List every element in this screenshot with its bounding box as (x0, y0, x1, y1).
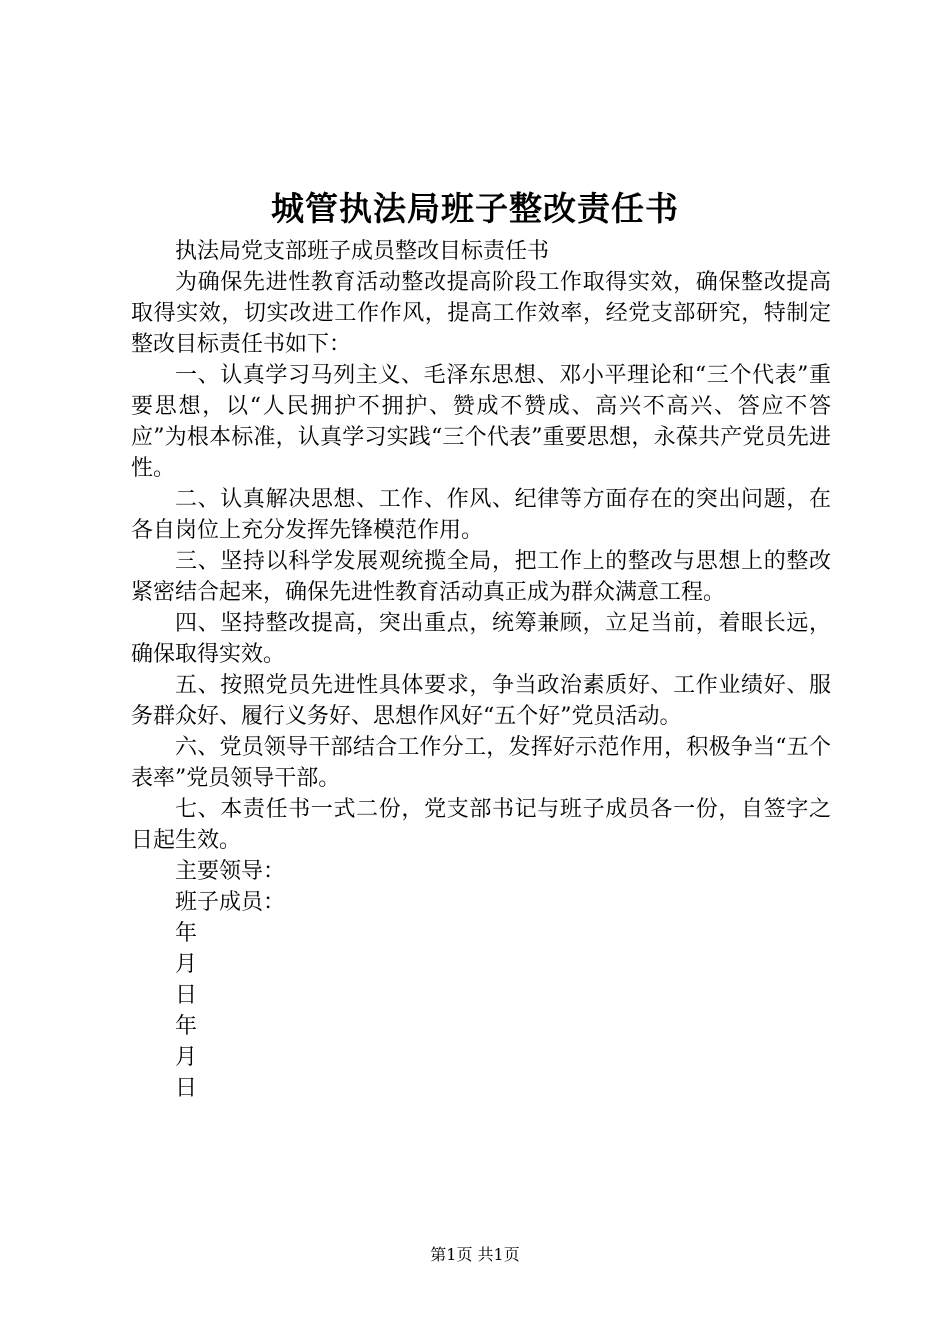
signature-main-leader: 主要领导： (175, 859, 286, 884)
paragraph-item-6: 六、党员领导干部结合工作分工，发挥好示范作用，积极争当“五个表率”党员领导干部。 (131, 735, 831, 791)
signature-team-members: 班子成员： (175, 890, 286, 915)
page-footer: 第1页 共1页 (430, 1245, 520, 1264)
paragraph-item-2: 二、认真解决思想、工作、作风、纪律等方面存在的突出问题，在各自岗位上充分发挥先锋模范作用。 (131, 487, 831, 543)
document-title: 城管执法局班子整改责任书 (271, 189, 679, 228)
paragraph-item-3: 三、坚持以科学发展观统揽全局，把工作上的整改与思想上的整改紧密结合起来，确保先进性教育活动真正成为群众满意工程。 (131, 549, 831, 605)
paragraph-subtitle: 执法局党支部班子成员整改目标责任书 (175, 239, 550, 264)
paragraph-item-4: 四、坚持整改提高，突出重点，统筹兼顾，立足当前，着眼长远，确保取得实效。 (131, 611, 831, 667)
document-body (131, 236, 831, 1104)
paragraph-item-7: 七、本责任书一式二份，党支部书记与班子成员各一份，自签字之日起生效。 (131, 797, 831, 853)
paragraph-item-1: 一、认真学习马列主义、毛泽东思想、邓小平理论和“三个代表”重要思想，以“人民拥护不拥护、赞成不赞成、高兴不高兴、答应不答应”为根本标准，认真学习实践“三个代表”重要思想，永葆共产党员先进性。 (131, 363, 831, 481)
paragraph-intro: 为确保先进性教育活动整改提高阶段工作取得实效，确保整改提高取得实效，切实改进工作作风，提高工作效率，经党支部研究，特制定整改目标责任书如下： (131, 270, 831, 357)
date-day-1: 日 (175, 983, 198, 1008)
date-month-2: 月 (175, 1045, 198, 1070)
date-day-2: 日 (175, 1076, 198, 1101)
paragraph-item-5: 五、按照党员先进性具体要求，争当政治素质好、工作业绩好、服务群众好、履行义务好、思想作风好“五个好”党员活动。 (131, 673, 831, 729)
date-year-1: 年 (175, 921, 198, 946)
date-month-1: 月 (175, 952, 198, 977)
date-year-2: 年 (175, 1014, 198, 1039)
